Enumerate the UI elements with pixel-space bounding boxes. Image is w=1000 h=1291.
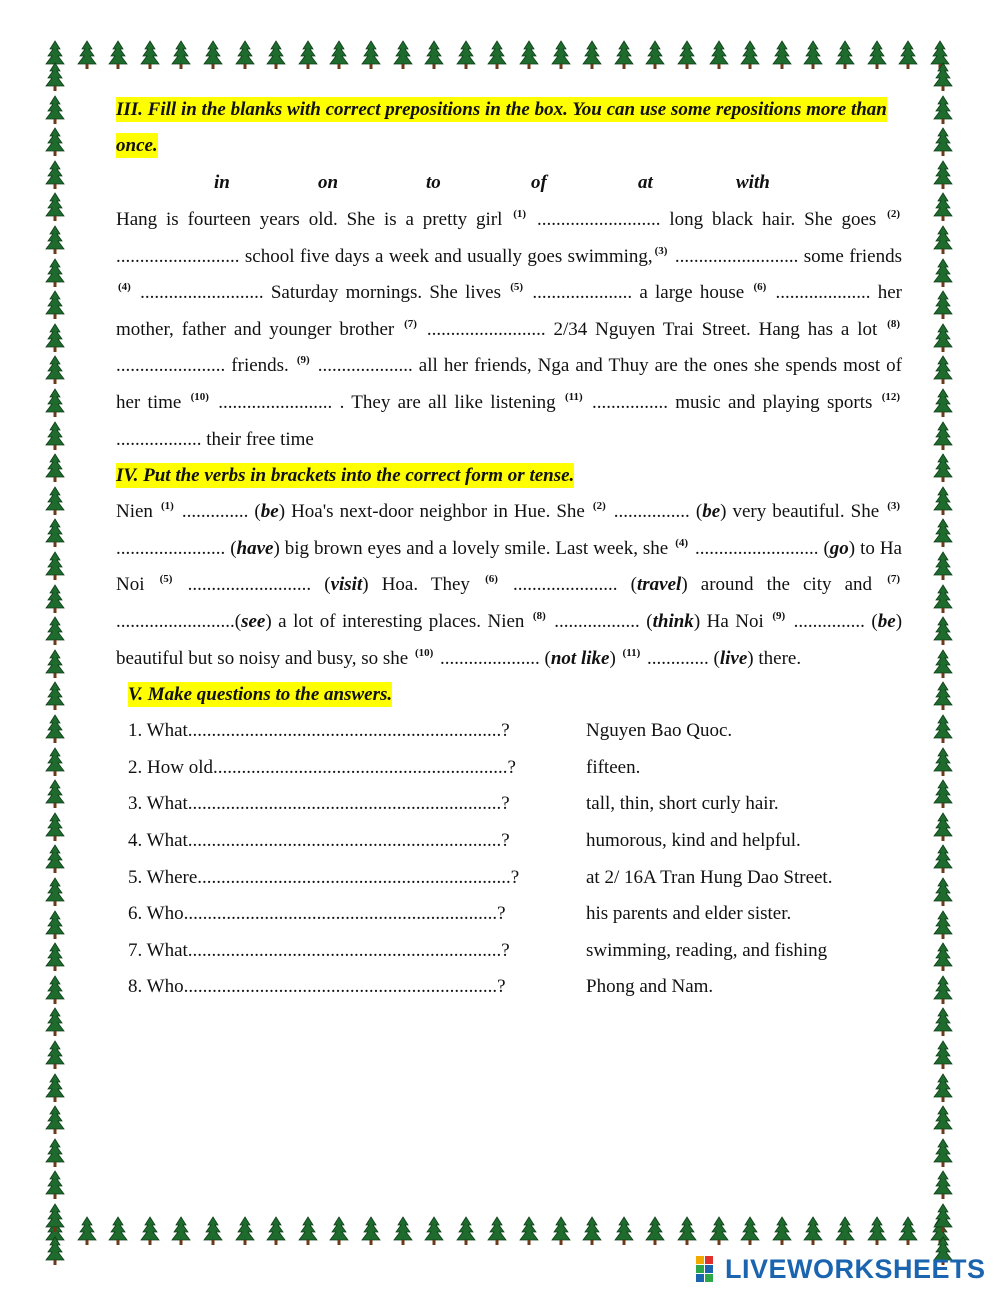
worksheet-content bbox=[116, 92, 902, 1006]
pine-tree-icon bbox=[44, 1007, 66, 1037]
pine-tree-icon bbox=[834, 40, 856, 70]
blank-number: (5) bbox=[510, 281, 524, 294]
pine-tree-icon bbox=[486, 40, 508, 70]
pine-tree-icon bbox=[107, 1216, 129, 1246]
passage-text: Hang is fourteen years old. She is a pretty girl bbox=[116, 209, 512, 230]
pine-tree-icon bbox=[932, 290, 954, 320]
passage-text: ....................... ( bbox=[116, 537, 237, 559]
pine-tree-icon bbox=[76, 40, 98, 70]
blank-number: (10) bbox=[414, 646, 434, 659]
pine-tree-icon bbox=[265, 1216, 287, 1246]
word-box-item: in bbox=[214, 172, 230, 193]
passage-text: ) a lot of interesting places. Nien bbox=[265, 610, 531, 632]
pine-tree-icon bbox=[932, 323, 954, 353]
passage-text: .........................( bbox=[116, 610, 242, 632]
passage-text: Nien bbox=[116, 501, 159, 523]
pine-tree-icon bbox=[455, 40, 477, 70]
pine-tree-icon bbox=[644, 40, 666, 70]
blank-number: (4) bbox=[118, 281, 131, 294]
pine-tree-icon bbox=[897, 40, 919, 70]
blank-number: (2) bbox=[592, 500, 606, 513]
pine-tree-icon bbox=[360, 1216, 382, 1246]
pine-tree-icon bbox=[613, 40, 635, 70]
pine-tree-icon bbox=[932, 551, 954, 581]
section-4-heading: IV. Put the verbs in brackets into the correct form or tense. bbox=[116, 465, 575, 487]
section-5-heading: V. Make questions to the answers. bbox=[128, 684, 393, 706]
pine-tree-icon bbox=[44, 584, 66, 614]
word-box-item: at bbox=[638, 172, 653, 193]
pine-tree-icon bbox=[44, 1170, 66, 1200]
pine-tree-icon bbox=[44, 1236, 66, 1266]
passage-text: .................... all her friends, Nga and Thuy are the ones she spends most of her time bbox=[116, 355, 903, 413]
passage-text: ) beautiful but so noisy and busy, so she bbox=[116, 610, 903, 669]
pine-tree-icon bbox=[392, 40, 414, 70]
liveworksheets-logo-icon bbox=[696, 1256, 722, 1282]
blank-number: (2) bbox=[887, 208, 900, 220]
question-list bbox=[116, 713, 902, 1006]
pine-tree-icon bbox=[676, 40, 698, 70]
blank-number: (12) bbox=[881, 390, 901, 403]
passage-text: ) bbox=[609, 647, 621, 669]
answer-text: Nguyen Bao Quoc. bbox=[586, 720, 733, 742]
question-row bbox=[116, 713, 902, 750]
question-prompt: 7. What..................................................................? bbox=[128, 939, 510, 961]
pine-tree-icon bbox=[44, 975, 66, 1005]
pine-tree-icon bbox=[44, 355, 66, 385]
pine-tree-icon bbox=[44, 290, 66, 320]
pine-tree-icon bbox=[44, 160, 66, 190]
verb-hint: see bbox=[241, 610, 266, 632]
passage-text: .................... her mother, father and younger brother bbox=[116, 282, 903, 340]
word-box-item: to bbox=[426, 172, 441, 193]
passage-text: .................. ( bbox=[547, 610, 653, 632]
passage-text: ......................... 2/34 Nguyen Trai Street. Hang has a lot bbox=[418, 318, 886, 340]
verb-hint: be bbox=[702, 501, 721, 523]
blank-number: (8) bbox=[887, 317, 900, 330]
blank-number: (1) bbox=[160, 500, 174, 513]
pine-tree-icon bbox=[932, 160, 954, 190]
blank-number: (6) bbox=[485, 573, 498, 586]
pine-tree-icon bbox=[44, 192, 66, 222]
pine-tree-icon bbox=[834, 1216, 856, 1246]
verb-hint: be bbox=[260, 501, 279, 523]
passage-text: .......................... Saturday mornings. She lives bbox=[132, 282, 509, 304]
answer-text: tall, thin, short curly hair. bbox=[586, 793, 779, 815]
pine-tree-icon bbox=[932, 1138, 954, 1168]
question-prompt: 5. Where..................................................................? bbox=[128, 866, 520, 888]
pine-tree-icon bbox=[44, 1105, 66, 1135]
passage-text: ............... ( bbox=[787, 610, 878, 632]
pine-tree-icon bbox=[139, 1216, 161, 1246]
verb-hint: visit bbox=[330, 574, 363, 596]
pine-tree-icon bbox=[708, 1216, 730, 1246]
pine-tree-icon bbox=[739, 1216, 761, 1246]
question-prompt: 3. What..................................................................? bbox=[128, 793, 510, 815]
pine-tree-icon bbox=[932, 942, 954, 972]
pine-tree-icon bbox=[932, 453, 954, 483]
pine-tree-icon bbox=[44, 681, 66, 711]
pine-tree-icon bbox=[44, 323, 66, 353]
pine-tree-icon bbox=[44, 225, 66, 255]
pine-tree-icon bbox=[932, 649, 954, 679]
blank-number: (3) bbox=[654, 244, 668, 257]
pine-tree-icon bbox=[932, 518, 954, 548]
pine-tree-icon bbox=[44, 910, 66, 940]
pine-tree-icon bbox=[44, 616, 66, 646]
blank-number: (6) bbox=[753, 281, 767, 294]
pine-tree-icon bbox=[234, 1216, 256, 1246]
section-3-passage bbox=[116, 202, 902, 458]
word-box-item: with bbox=[736, 172, 770, 193]
pine-tree-icon bbox=[932, 812, 954, 842]
pine-tree-icon bbox=[265, 40, 287, 70]
pine-tree-icon bbox=[932, 421, 954, 451]
question-row bbox=[116, 860, 902, 897]
preposition-word-box bbox=[116, 164, 902, 202]
pine-tree-icon bbox=[423, 40, 445, 70]
pine-tree-icon bbox=[170, 40, 192, 70]
question-prompt: 6. Who..................................................................? bbox=[128, 903, 506, 925]
answer-text: at 2/ 16A Tran Hung Dao Street. bbox=[586, 866, 833, 888]
blank-number: (11) bbox=[564, 390, 583, 403]
pine-tree-icon bbox=[44, 877, 66, 907]
pine-tree-icon bbox=[932, 844, 954, 874]
pine-tree-icon bbox=[44, 649, 66, 679]
answer-text: Phong and Nam. bbox=[586, 976, 714, 998]
pine-tree-icon bbox=[739, 40, 761, 70]
question-row bbox=[116, 896, 902, 933]
border-right bbox=[928, 40, 958, 1250]
pine-tree-icon bbox=[44, 812, 66, 842]
pine-tree-icon bbox=[139, 40, 161, 70]
pine-tree-icon bbox=[932, 747, 954, 777]
answer-text: fifteen. bbox=[586, 756, 641, 778]
pine-tree-icon bbox=[328, 1216, 350, 1246]
pine-tree-icon bbox=[897, 1216, 919, 1246]
pine-tree-icon bbox=[44, 1073, 66, 1103]
pine-tree-icon bbox=[44, 421, 66, 451]
pine-tree-icon bbox=[581, 40, 603, 70]
pine-tree-icon bbox=[932, 877, 954, 907]
pine-tree-icon bbox=[44, 844, 66, 874]
question-prompt: 8. Who..................................................................? bbox=[128, 976, 506, 998]
pine-tree-icon bbox=[170, 1216, 192, 1246]
pine-tree-icon bbox=[202, 40, 224, 70]
blank-number: (3) bbox=[887, 500, 901, 513]
blank-number: (7) bbox=[404, 317, 417, 330]
word-box-item: on bbox=[318, 172, 339, 193]
pine-tree-icon bbox=[932, 975, 954, 1005]
pine-tree-icon bbox=[44, 388, 66, 418]
pine-tree-icon bbox=[644, 1216, 666, 1246]
pine-tree-icon bbox=[44, 1203, 66, 1233]
passage-text: .......................... school five days a week and usually goes swimming, bbox=[116, 245, 653, 267]
passage-text: .............. ( bbox=[175, 501, 261, 523]
pine-tree-icon bbox=[932, 1073, 954, 1103]
pine-tree-icon bbox=[932, 681, 954, 711]
question-row bbox=[116, 786, 902, 823]
pine-tree-icon bbox=[44, 747, 66, 777]
pine-tree-icon bbox=[932, 192, 954, 222]
passage-text: ) there. bbox=[747, 647, 802, 669]
pine-tree-icon bbox=[44, 779, 66, 809]
pine-tree-icon bbox=[76, 1216, 98, 1246]
pine-tree-icon bbox=[44, 127, 66, 157]
border-left bbox=[40, 40, 70, 1250]
pine-tree-icon bbox=[234, 40, 256, 70]
passage-text: .......................... ( bbox=[690, 537, 830, 559]
pine-tree-icon bbox=[613, 1216, 635, 1246]
passage-text: ) very beautiful. She bbox=[720, 501, 886, 523]
passage-text: .......................... long black hair. She goes bbox=[528, 209, 886, 230]
pine-tree-icon bbox=[518, 40, 540, 70]
verb-hint: not like bbox=[550, 647, 610, 669]
pine-tree-icon bbox=[932, 779, 954, 809]
verb-hint: have bbox=[236, 537, 274, 559]
blank-number: (11) bbox=[622, 646, 641, 659]
blank-number: (8) bbox=[532, 609, 546, 622]
question-row bbox=[116, 823, 902, 860]
liveworksheets-logo bbox=[696, 1254, 996, 1284]
pine-tree-icon bbox=[708, 40, 730, 70]
pine-tree-icon bbox=[771, 1216, 793, 1246]
pine-tree-icon bbox=[44, 453, 66, 483]
pine-tree-icon bbox=[423, 1216, 445, 1246]
pine-tree-icon bbox=[932, 714, 954, 744]
blank-number: (9) bbox=[772, 609, 786, 622]
pine-tree-icon bbox=[866, 40, 888, 70]
pine-tree-icon bbox=[44, 95, 66, 125]
question-row bbox=[116, 750, 902, 787]
question-prompt: 4. What..................................................................? bbox=[128, 829, 510, 851]
section-3-heading: III. Fill in the blanks with correct prepositions in the box. You can use some repositions more than once. bbox=[116, 99, 887, 156]
pine-tree-icon bbox=[932, 910, 954, 940]
pine-tree-icon bbox=[44, 942, 66, 972]
pine-tree-icon bbox=[802, 1216, 824, 1246]
pine-tree-icon bbox=[486, 1216, 508, 1246]
border-bottom bbox=[40, 1216, 960, 1250]
pine-tree-icon bbox=[518, 1216, 540, 1246]
pine-tree-icon bbox=[932, 1105, 954, 1135]
question-prompt: 2. How old..............................................................? bbox=[128, 756, 516, 778]
word-box-item: of bbox=[531, 172, 547, 193]
pine-tree-icon bbox=[44, 62, 66, 92]
passage-text: ........................ . They are all like listening bbox=[210, 391, 563, 413]
passage-text: ) Hoa's next-door neighbor in Hue. She bbox=[278, 501, 591, 523]
blank-number: (4) bbox=[675, 536, 689, 549]
question-row bbox=[116, 969, 902, 1006]
pine-tree-icon bbox=[360, 40, 382, 70]
pine-tree-icon bbox=[802, 40, 824, 70]
blank-number: (10) bbox=[190, 390, 209, 403]
pine-tree-icon bbox=[328, 40, 350, 70]
passage-text: ) Ha Noi bbox=[693, 610, 771, 632]
pine-tree-icon bbox=[932, 1040, 954, 1070]
pine-tree-icon bbox=[932, 95, 954, 125]
pine-tree-icon bbox=[932, 584, 954, 614]
verb-hint: think bbox=[652, 610, 694, 632]
pine-tree-icon bbox=[932, 388, 954, 418]
pine-tree-icon bbox=[297, 1216, 319, 1246]
pine-tree-icon bbox=[202, 1216, 224, 1246]
liveworksheets-brand-name: LIVEWORKSHEETS bbox=[725, 1253, 986, 1284]
blank-number: (7) bbox=[887, 573, 901, 586]
pine-tree-icon bbox=[932, 225, 954, 255]
border-top bbox=[40, 40, 960, 74]
passage-text: .................. their free time bbox=[116, 428, 314, 450]
pine-tree-icon bbox=[932, 127, 954, 157]
pine-tree-icon bbox=[771, 40, 793, 70]
passage-text: ) to Ha Noi bbox=[116, 537, 902, 596]
pine-tree-icon bbox=[932, 486, 954, 516]
answer-text: his parents and elder sister. bbox=[586, 903, 792, 925]
passage-text: ...................... ( bbox=[499, 574, 637, 596]
pine-tree-icon bbox=[932, 1007, 954, 1037]
pine-tree-icon bbox=[932, 616, 954, 646]
pine-tree-icon bbox=[44, 714, 66, 744]
pine-tree-icon bbox=[44, 518, 66, 548]
pine-tree-icon bbox=[392, 1216, 414, 1246]
pine-tree-icon bbox=[44, 486, 66, 516]
pine-tree-icon bbox=[455, 1216, 477, 1246]
verb-hint: live bbox=[719, 647, 748, 669]
pine-tree-icon bbox=[44, 1138, 66, 1168]
passage-text: ..................... a large house bbox=[525, 282, 752, 304]
question-row bbox=[116, 933, 902, 970]
pine-tree-icon bbox=[676, 1216, 698, 1246]
pine-tree-icon bbox=[932, 258, 954, 288]
passage-text: ..................... ( bbox=[435, 647, 551, 669]
verb-hint: go bbox=[829, 537, 849, 559]
passage-text: ) Hoa. They bbox=[362, 574, 484, 596]
pine-tree-icon bbox=[550, 40, 572, 70]
section-4-passage bbox=[116, 494, 902, 677]
passage-text: .......................... ( bbox=[174, 574, 331, 596]
pine-tree-icon bbox=[44, 1040, 66, 1070]
pine-tree-icon bbox=[932, 355, 954, 385]
passage-text: ....................... friends. bbox=[116, 355, 295, 377]
pine-tree-icon bbox=[550, 1216, 572, 1246]
verb-hint: travel bbox=[636, 574, 682, 596]
question-prompt: 1. What..................................................................? bbox=[128, 720, 510, 742]
blank-number: (1) bbox=[513, 208, 527, 220]
pine-tree-icon bbox=[297, 40, 319, 70]
blank-number: (5) bbox=[159, 573, 173, 586]
blank-number: (9) bbox=[296, 354, 310, 367]
pine-tree-icon bbox=[932, 62, 954, 92]
pine-tree-icon bbox=[932, 1170, 954, 1200]
verb-hint: be bbox=[877, 610, 896, 632]
passage-text: ) big brown eyes and a lovely smile. Last week, she bbox=[273, 537, 674, 559]
passage-text: ............. ( bbox=[642, 647, 720, 669]
pine-tree-icon bbox=[107, 40, 129, 70]
pine-tree-icon bbox=[581, 1216, 603, 1246]
passage-text: ) around the city and bbox=[681, 574, 886, 596]
answer-text: humorous, kind and helpful. bbox=[586, 829, 801, 851]
pine-tree-icon bbox=[866, 1216, 888, 1246]
pine-tree-icon bbox=[932, 1203, 954, 1233]
passage-text: ................ music and playing sports bbox=[584, 391, 880, 413]
pine-tree-icon bbox=[44, 258, 66, 288]
passage-text: .......................... some friends bbox=[669, 245, 902, 267]
passage-text: ................ ( bbox=[607, 501, 703, 523]
answer-text: swimming, reading, and fishing bbox=[586, 939, 828, 961]
pine-tree-icon bbox=[44, 551, 66, 581]
